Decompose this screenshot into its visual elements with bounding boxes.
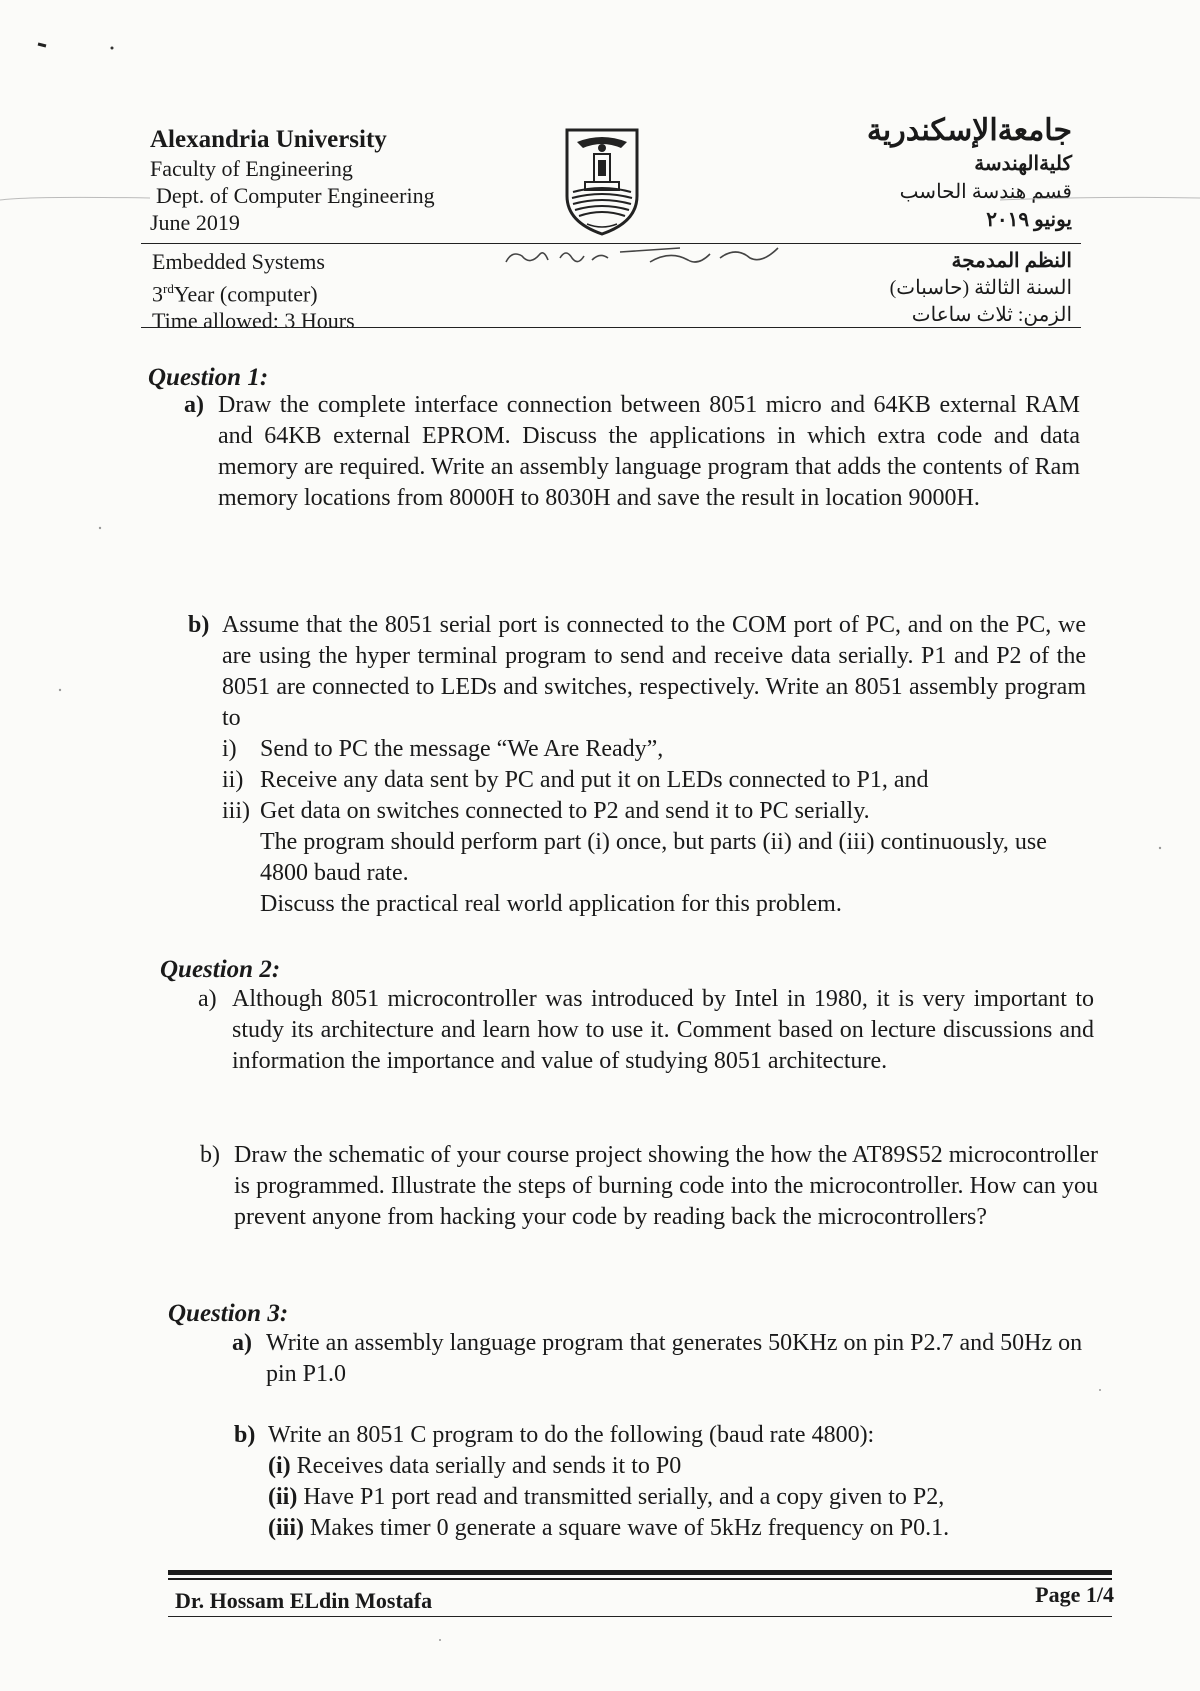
department-name-en: Dept. of Computer Engineering bbox=[156, 183, 435, 208]
question-2b-label: b) bbox=[200, 1142, 220, 1168]
question-1b-discuss: Discuss the practical real world application for this problem. bbox=[260, 891, 842, 917]
time-allowed-ar: الزمن: ثلاث ساعات bbox=[911, 304, 1072, 326]
question-1b-note: The program should perform part (i) once, but parts (ii) and (iii) continuously, use 4800 baud rate. bbox=[260, 829, 1047, 886]
question-1-title: Question 1: bbox=[148, 364, 269, 391]
faculty-name-ar: كليةالهندسة bbox=[974, 153, 1072, 175]
time-allowed-en: Time allowed: 3 Hours bbox=[152, 308, 355, 334]
question-2a bbox=[198, 984, 1094, 1077]
question-2a-label: a) bbox=[198, 986, 217, 1012]
question-1a-text: Draw the complete interface connection between 8051 micro and 64KB external RAM and 64KB external EPROM. Discuss the applications in which extra code and data memory are required. Write an assembly language program that adds the contents of Ram memory locations from 8000H to 8030H and save the result in location 9000H. bbox=[218, 392, 1080, 511]
question-1b-part-iii: iii) Get data on switches connected to P2 and send it to PC serially. bbox=[222, 798, 870, 824]
exam-date-en: June 2019 bbox=[150, 210, 240, 235]
faculty-name-en: Faculty of Engineering bbox=[150, 156, 353, 181]
course-info-en bbox=[152, 248, 552, 334]
question-2b-text: Draw the schematic of your course project showing the how the AT89S52 microcontroller is programmed. Illustrate the steps of burning code into the microcontroller. How can you prevent anyone from hacking your code by reading back the microcontrollers? bbox=[234, 1142, 1098, 1230]
question-2a-text: Although 8051 microcontroller was introduced by Intel in 1980, it is very important to study its architecture and learn how to use it. Comment based on lecture discussions and information the importance and value of studying 8051 architecture. bbox=[232, 986, 1094, 1074]
footer-author: Dr. Hossam ELdin Mostafa bbox=[175, 1588, 433, 1613]
question-3b-part-iii: (iii) Makes timer 0 generate a square wave of 5kHz frequency on P0.1. bbox=[268, 1515, 950, 1541]
footer-divider-thin bbox=[168, 1578, 1112, 1580]
question-3-title: Question 3: bbox=[168, 1300, 289, 1327]
course-name-en: Embedded Systems bbox=[152, 249, 325, 274]
question-1b-part-ii: ii) Receive any data sent by PC and put it on LEDs connected to P1, and bbox=[222, 767, 929, 793]
university-name-en: Alexandria University bbox=[150, 126, 387, 153]
header-right-arabic bbox=[752, 112, 1072, 234]
footer-divider-thick bbox=[168, 1570, 1112, 1575]
question-3b-part-ii: (ii) Have P1 port read and transmitted serially, and a copy given to P2, bbox=[268, 1484, 945, 1510]
question-3a bbox=[232, 1328, 1106, 1390]
question-1b bbox=[188, 610, 1086, 920]
study-year-en: 3rdYear (computer) bbox=[152, 281, 318, 307]
question-3b bbox=[234, 1420, 1108, 1544]
header-divider-bottom bbox=[141, 327, 1081, 328]
university-logo-seal bbox=[563, 126, 641, 238]
question-3b-part-i: (i) Receives data serially and sends it to P0 bbox=[268, 1453, 682, 1479]
question-2-title: Question 2: bbox=[160, 956, 281, 983]
question-1b-label: b) bbox=[188, 612, 210, 638]
question-3a-text: Write an assembly language program that generates 50KHz on pin P2.7 and 50Hz on pin P1.0 bbox=[266, 1330, 1083, 1387]
header-left bbox=[150, 124, 570, 236]
exam-date-ar: يونيو ٢٠١٩ bbox=[986, 209, 1072, 231]
question-3b-text: Write an 8051 C program to do the following (baud rate 4800): bbox=[268, 1422, 875, 1448]
question-1b-part-i: i) Send to PC the message “We Are Ready”, bbox=[222, 736, 664, 762]
footer-underline bbox=[168, 1616, 1112, 1617]
question-3a-label: a) bbox=[232, 1330, 252, 1356]
question-2b bbox=[200, 1140, 1098, 1233]
department-name-ar: قسم هندسة الحاسب bbox=[899, 181, 1072, 203]
handwritten-note-illegible bbox=[500, 240, 790, 274]
question-1b-text: Assume that the 8051 serial port is connected to the COM port of PC, and on the PC, we are using the hyper terminal program to send and receive data serially. P1 and P2 of the 8051 are connected to LEDs and switches, respectively. Write an 8051 assembly program to bbox=[222, 612, 1086, 731]
university-name-ar: جامعةالإسكندرية bbox=[866, 114, 1072, 147]
study-year-ar: السنة الثالثة (حاسبات) bbox=[889, 277, 1072, 299]
question-3b-label: b) bbox=[234, 1422, 256, 1448]
course-name-ar: النظم المدمجة bbox=[951, 250, 1072, 272]
question-1a bbox=[184, 390, 1080, 514]
footer-page-number: Page 1/4 bbox=[1035, 1582, 1114, 1607]
course-info-ar bbox=[752, 248, 1072, 329]
question-1a-label: a) bbox=[184, 392, 204, 418]
